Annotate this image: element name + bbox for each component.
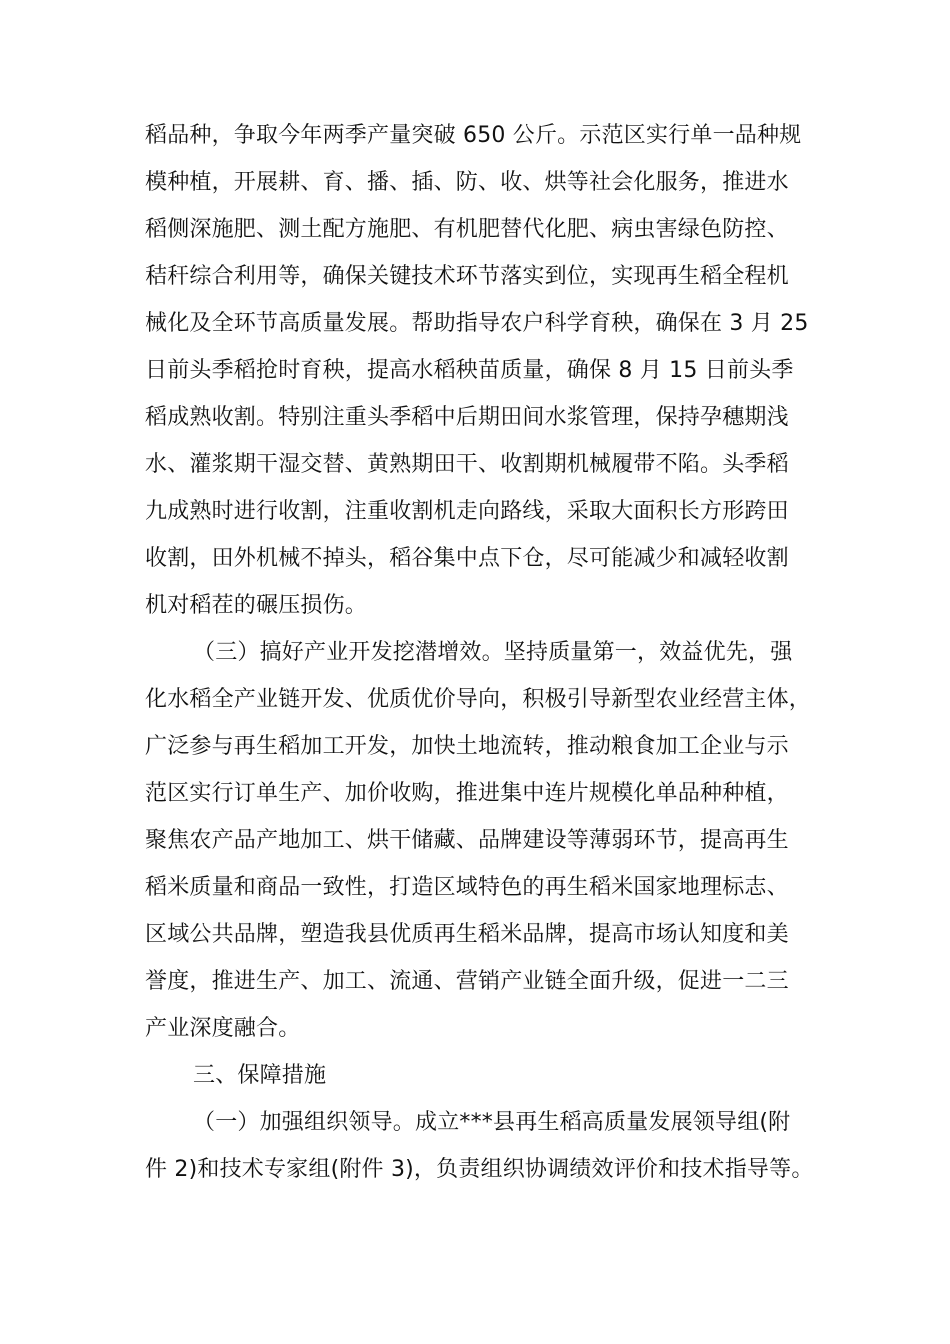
text-line: 化水稻全产业链开发、优质优价导向，积极引导新型农业经营主体， [145,687,812,712]
text-line: 件 2)和技术专家组(附件 3)，负责组织协调绩效评价和技术指导等。 [145,1157,814,1182]
text-line: 秸秆综合利用等，确保关键技术环节落实到位，实现再生稻全程机 [145,264,789,289]
text-line: 聚焦农产品产地加工、烘干储藏、品牌建设等薄弱环节，提高再生 [145,828,789,853]
paragraph-heading-line: （三）搞好产业开发挖潜增效。坚持质量第一，效益优先，强 [193,640,793,665]
text-line: 稻成熟收割。特别注重头季稻中后期田间水浆管理，保持孕穗期浅 [145,405,789,430]
text-line: 械化及全环节高质量发展。帮助指导农户科学育秧，确保在 3 月 25 [145,311,809,336]
text-line: 范区实行订单生产、加价收购，推进集中连片规模化单品种种植， [145,781,789,806]
text-line: 广泛参与再生稻加工开发，加快土地流转，推动粮食加工企业与示 [145,734,789,759]
text-line: 稻米质量和商品一致性，打造区域特色的再生稻米国家地理标志、 [145,875,789,900]
section-heading: 三、保障措施 [193,1063,327,1088]
text-line: 九成熟时进行收割，注重收割机走向路线，采取大面积长方形跨田 [145,499,789,524]
text-line: 水、灌浆期干湿交替、黄熟期田干、收割期机械履带不陷。头季稻 [145,452,789,477]
text-line: 稻品种，争取今年两季产量突破 650 公斤。示范区实行单一品种规 [145,123,802,148]
text-line: 机对稻茬的碾压损伤。 [145,593,368,618]
text-line: 稻侧深施肥、测土配方施肥、有机肥替代化肥、病虫害绿色防控、 [145,217,789,242]
text-line: 产业深度融合。 [145,1016,301,1041]
text-line: 区域公共品牌，塑造我县优质再生稻米品牌，提高市场认知度和美 [145,922,789,947]
text-line: 模种植，开展耕、育、播、插、防、收、烘等社会化服务，推进水 [145,170,789,195]
text-line: 收割，田外机械不掉头，稻谷集中点下仓，尽可能减少和减轻收割 [145,546,789,571]
text-line: 日前头季稻抢时育秧，提高水稻秧苗质量，确保 8 月 15 日前头季 [145,358,794,383]
paragraph-heading-line: （一）加强组织领导。成立***县再生稻高质量发展领导组(附 [193,1110,791,1135]
text-line: 誉度，推进生产、加工、流通、营销产业链全面升级，促进一二三 [145,969,789,994]
